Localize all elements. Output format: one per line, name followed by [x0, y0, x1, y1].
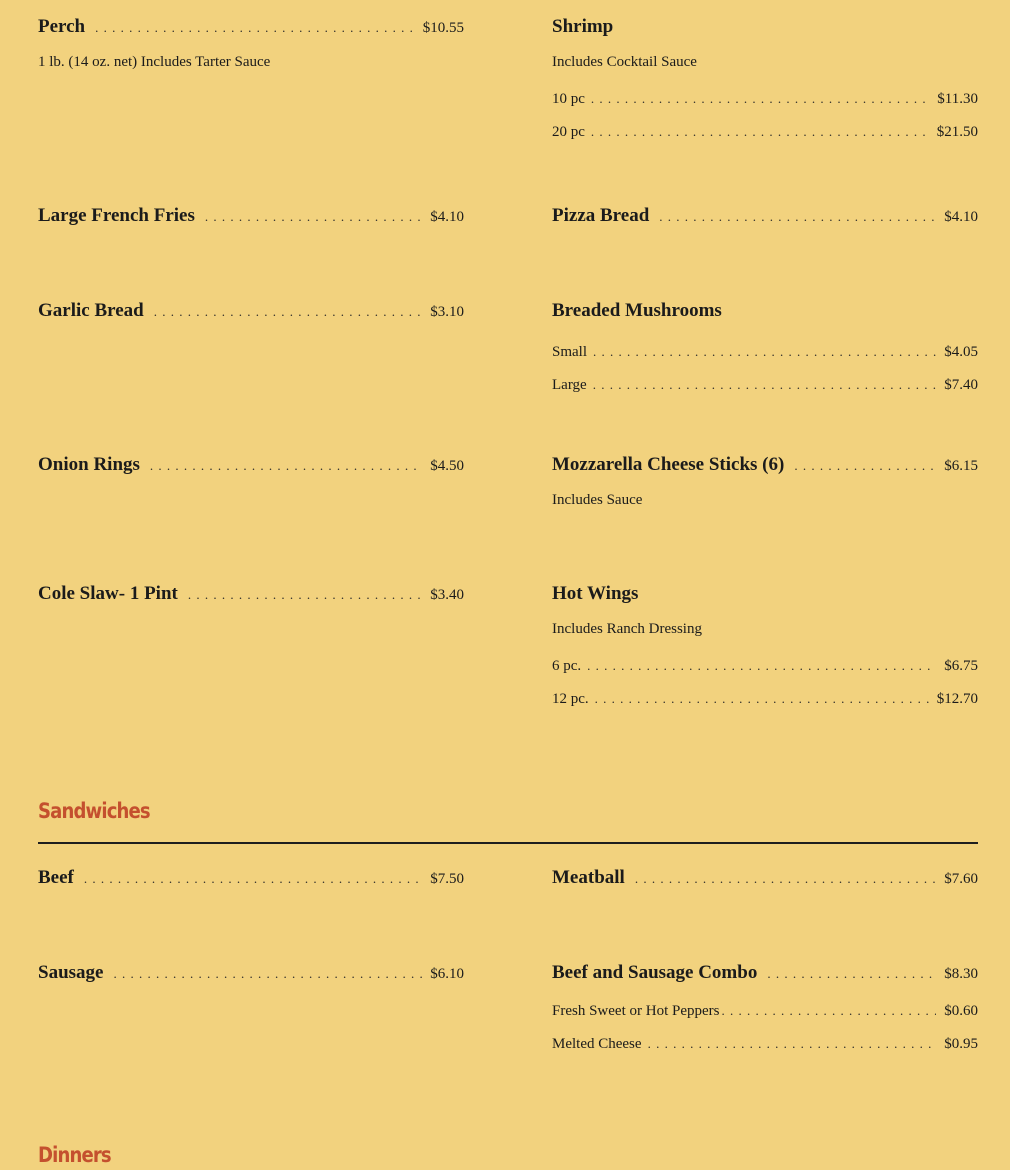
item-price: $7.50: [430, 871, 464, 887]
item-description: Includes Sauce: [552, 492, 643, 508]
leader-dots: [591, 91, 929, 107]
leader-dots: [205, 209, 422, 225]
option-label: Large: [552, 377, 587, 393]
item-price: $4.50: [430, 458, 464, 474]
item-name: Meatball: [552, 867, 625, 888]
item-name: Mozzarella Cheese Sticks (6): [552, 454, 785, 475]
leader-dots: [188, 587, 422, 603]
leader-dots: [648, 1036, 937, 1052]
option-price: $0.95: [944, 1036, 978, 1052]
leader-dots: [659, 209, 936, 225]
leader-dots: [150, 458, 422, 474]
leader-dots: [635, 871, 936, 887]
option-price: $6.75: [944, 658, 978, 674]
menu-item-cole-slaw: [38, 583, 464, 605]
section-title-dinners: Dinners: [38, 1143, 111, 1167]
option-label: Melted Cheese: [552, 1036, 642, 1052]
item-price: $6.15: [944, 458, 978, 474]
item-price: $3.40: [430, 587, 464, 603]
item-description: 1 lb. (14 oz. net) Includes Tarter Sauce: [38, 54, 271, 70]
item-option: [552, 344, 978, 361]
option-price: $21.50: [936, 124, 978, 140]
leader-dots: [767, 966, 936, 982]
item-price: $4.10: [944, 209, 978, 225]
item-name: Large French Fries: [38, 205, 195, 226]
leader-dots: [113, 966, 422, 982]
item-name: Breaded Mushrooms: [552, 300, 722, 321]
leader-dots: [95, 20, 415, 36]
item-name: Shrimp: [552, 16, 614, 37]
option-label: 10 pc: [552, 91, 585, 107]
menu-item-hot-wings: [552, 583, 978, 708]
item-description: Includes Ranch Dressing: [552, 621, 702, 637]
leader-dots: [794, 458, 936, 474]
item-option: [552, 658, 978, 675]
section-title-sandwiches: Sandwiches: [38, 799, 150, 823]
option-price: $4.05: [944, 344, 978, 360]
item-description: Includes Cocktail Sauce: [552, 54, 697, 70]
section-divider: [38, 842, 978, 844]
menu-item-beef-and-sausage-combo: [552, 962, 978, 1053]
menu-item-garlic-bread: [38, 300, 464, 322]
item-option: [552, 1003, 978, 1020]
option-price: $0.60: [944, 1003, 978, 1019]
menu-item-large-french-fries: [38, 205, 464, 227]
leader-dots: [154, 304, 423, 320]
item-option: [552, 1036, 978, 1053]
item-option: [552, 91, 978, 108]
option-label: 20 pc: [552, 124, 585, 140]
item-name: Garlic Bread: [38, 300, 144, 321]
item-price: $4.10: [430, 209, 464, 225]
item-option: [552, 377, 978, 394]
menu-item-shrimp: [552, 16, 978, 141]
item-price: $3.10: [430, 304, 464, 320]
item-option: [552, 691, 978, 708]
item-name: Sausage: [38, 962, 104, 983]
item-name: Perch: [38, 16, 86, 37]
item-option: [552, 124, 978, 141]
option-price: $12.70: [936, 691, 978, 707]
item-name: Beef and Sausage Combo: [552, 962, 758, 983]
menu-item-mozzarella-cheese-sticks: [552, 454, 978, 509]
item-price: $10.55: [422, 20, 464, 36]
item-price: $7.60: [944, 871, 978, 887]
option-label: Fresh Sweet or Hot Peppers: [552, 1003, 720, 1019]
item-name: Cole Slaw- 1 Pint: [38, 583, 178, 604]
item-name: Onion Rings: [38, 454, 140, 475]
leader-dots: [721, 1003, 936, 1019]
menu-item-sausage: [38, 962, 464, 984]
leader-dots: [595, 691, 929, 707]
item-name: Beef: [38, 867, 74, 888]
menu-item-pizza-bread: [552, 205, 978, 227]
menu-item-perch: [38, 16, 464, 71]
leader-dots: [593, 377, 937, 393]
menu-item-breaded-mushrooms: [552, 300, 978, 394]
item-price: $8.30: [944, 966, 978, 982]
item-name: Pizza Bread: [552, 205, 650, 226]
option-label: Small: [552, 344, 588, 360]
option-label: 6 pc.: [552, 658, 582, 674]
item-price: $6.10: [430, 966, 464, 982]
option-label: 12 pc.: [552, 691, 589, 707]
menu-item-meatball: [552, 867, 978, 889]
item-name: Hot Wings: [552, 583, 639, 604]
leader-dots: [593, 344, 936, 360]
option-price: $11.30: [937, 91, 978, 107]
leader-dots: [587, 658, 936, 674]
option-price: $7.40: [944, 377, 978, 393]
leader-dots: [84, 871, 422, 887]
menu-item-beef: [38, 867, 464, 889]
menu-item-onion-rings: [38, 454, 464, 476]
leader-dots: [591, 124, 929, 140]
